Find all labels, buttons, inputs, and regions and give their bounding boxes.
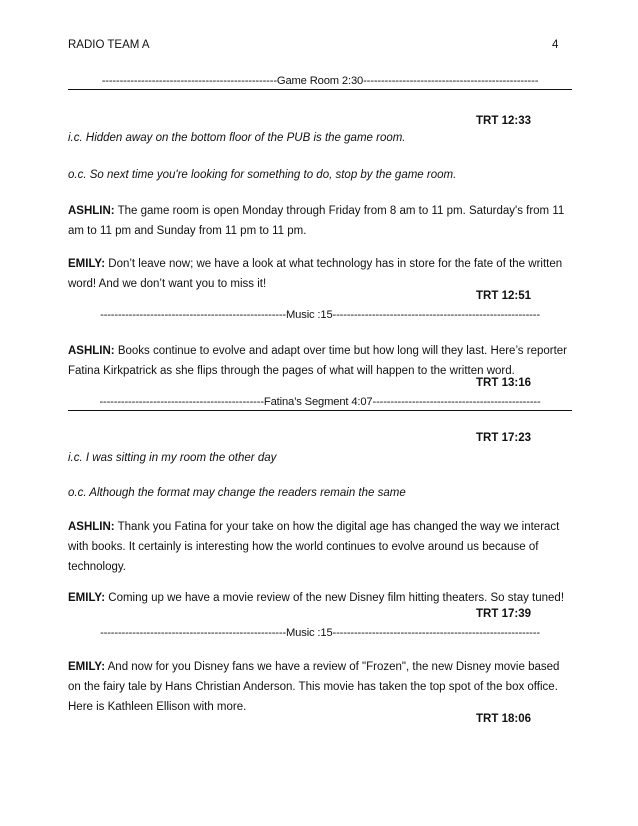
page-number: 4: [552, 39, 559, 51]
speaker-label: EMILY:: [68, 661, 106, 673]
speaker-label: EMILY:: [68, 258, 106, 270]
speaker-label: ASHLIN:: [68, 345, 115, 357]
speaker-label: ASHLIN:: [68, 205, 115, 217]
segment-separator-music: ----------------------------------------------------Music :15----------------------------------------------------------: [100, 309, 540, 321]
script-line-ashlin: [68, 201, 574, 241]
dialogue-text: Coming up we have a movie review of the new Disney film hitting theaters. So stay tuned!: [105, 592, 565, 604]
script-line-emily: [68, 254, 574, 294]
trt-timestamp: TRT 12:33: [476, 115, 531, 127]
oc-cue: o.c. So next time you're looking for something to do, stop by the game room.: [68, 169, 457, 181]
oc-cue: o.c. Although the format may change the readers remain the same: [68, 487, 406, 499]
dialogue-text: Don’t leave now; we have a look at what technology has in store for the fate of the written word! And we don’t want you to miss it!: [68, 258, 563, 290]
dialogue-text: The game room is open Monday through Friday from 8 am to 11 pm. Saturday's from 11 am to 11 pm and Sunday from 11 pm to 11 pm.: [68, 205, 565, 237]
dialogue-text: Books continue to evolve and adapt over time but how long will they last. Here’s reporter Fatina Kirkpatrick as she flips through the pages of what will happen to the written word.: [68, 345, 568, 377]
trt-timestamp: TRT 17:23: [476, 432, 531, 444]
dialogue-text: Thank you Fatina for your take on how the digital age has changed the way we interact with books. It certainly is interesting how the world continues to evolve around us because of technology.: [68, 521, 560, 573]
trt-timestamp: TRT 17:39: [476, 608, 531, 620]
ic-cue: i.c. Hidden away on the bottom floor of the PUB is the game room.: [68, 132, 406, 144]
trt-timestamp: TRT 12:51: [476, 290, 531, 302]
segment-separator-game-room: -------------------------------------------------Game Room 2:30-------------------------------------------------: [68, 75, 572, 90]
script-line-ashlin: [68, 341, 574, 381]
ic-cue: i.c. I was sitting in my room the other day: [68, 452, 277, 464]
script-line-emily: [68, 588, 574, 608]
header-title: RADIO TEAM A: [68, 39, 150, 51]
script-line-ashlin: [68, 517, 574, 577]
segment-separator-fatina: ----------------------------------------------Fatina’s Segment 4:07-----------------------------------------------: [68, 396, 572, 411]
speaker-label: ASHLIN:: [68, 521, 115, 533]
trt-timestamp: TRT 18:06: [476, 713, 531, 725]
dialogue-text: And now for you Disney fans we have a review of "Frozen", the new Disney movie based on the fairy tale by Hans Christian Anderson. This movie has taken the top spot of the box office. Here is Kathleen Ellison with more.: [68, 661, 560, 713]
trt-timestamp: TRT 13:16: [476, 377, 531, 389]
segment-separator-music: ----------------------------------------------------Music :15----------------------------------------------------------: [100, 627, 540, 639]
speaker-label: EMILY:: [68, 592, 106, 604]
script-line-emily: [68, 657, 574, 717]
